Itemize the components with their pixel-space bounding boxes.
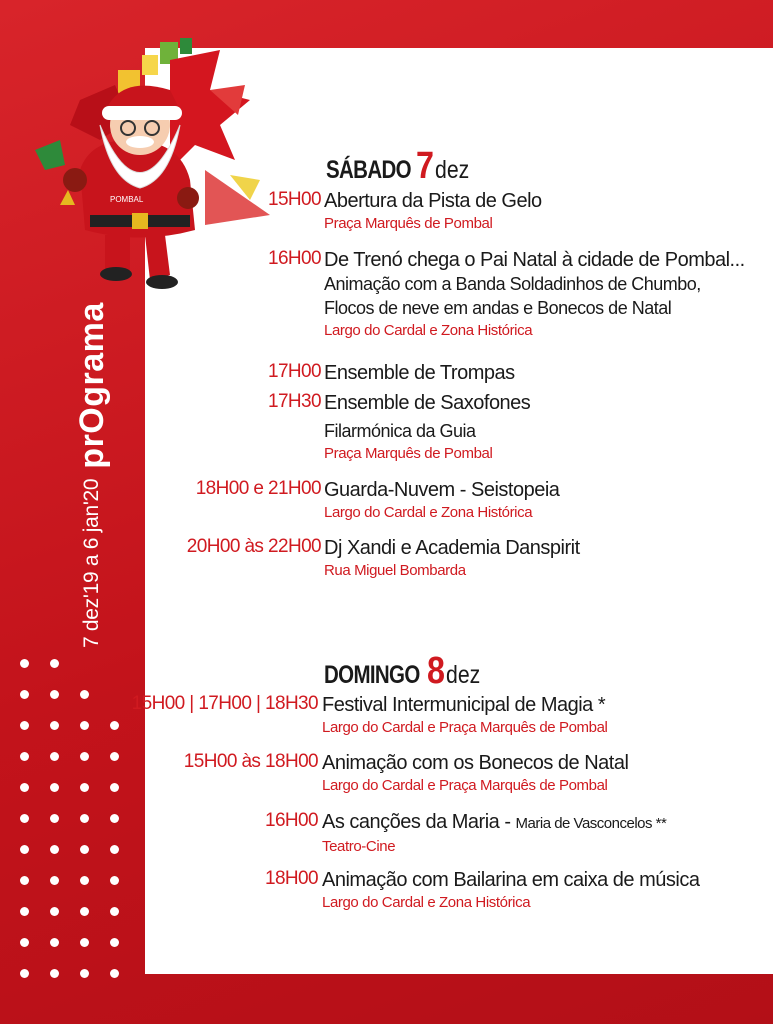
- event-place: Largo do Cardal e Zona Histórica: [322, 894, 531, 911]
- day2-heading: [324, 650, 486, 693]
- decorative-dot: [20, 845, 29, 854]
- decorative-dot: [50, 907, 59, 916]
- decorative-dot: [50, 876, 59, 885]
- decorative-dot: [20, 969, 29, 978]
- event-title: De Trenó chega o Pai Natal à cidade de Pombal...: [324, 249, 745, 271]
- event-title: Ensemble de Trompas: [324, 362, 515, 384]
- decorative-dot: [20, 752, 29, 761]
- decorative-dot: [50, 721, 59, 730]
- decorative-dot: [80, 969, 89, 978]
- day1-month: dez: [434, 156, 469, 184]
- decorative-dot: [110, 814, 119, 823]
- event-time: 16H00: [265, 810, 318, 831]
- event-title: Animação com os Bonecos de Natal: [322, 752, 629, 774]
- decorative-dot: [20, 907, 29, 916]
- event-title: Guarda-Nuvem - Seistopeia: [324, 479, 560, 501]
- decorative-dot: [80, 845, 89, 854]
- decorative-dot: [80, 783, 89, 792]
- event-title: Dj Xandi e Academia Danspirit: [324, 537, 580, 559]
- event-title-main: As canções da Maria -: [322, 811, 516, 833]
- decorative-dot: [20, 814, 29, 823]
- day1-number: 7: [415, 145, 434, 187]
- event-place: Rua Miguel Bombarda: [324, 562, 466, 579]
- decorative-dot: [20, 876, 29, 885]
- decorative-dot: [80, 721, 89, 730]
- event-place: Largo do Cardal e Zona Histórica: [324, 322, 533, 339]
- decorative-dot: [110, 845, 119, 854]
- event-title: Animação com Bailarina em caixa de música: [322, 869, 700, 891]
- decorative-dot: [80, 690, 89, 699]
- decorative-dot: [20, 938, 29, 947]
- decorative-dot: [50, 690, 59, 699]
- decorative-dot: [110, 969, 119, 978]
- decorative-dot: [110, 876, 119, 885]
- decorative-dot: [50, 814, 59, 823]
- event-place: Praça Marquês de Pombal: [324, 215, 493, 232]
- event-time: 18H00 e 21H00: [195, 478, 321, 499]
- decorative-dot: [80, 907, 89, 916]
- event-time: 17H00: [268, 361, 321, 382]
- event-place: Largo do Cardal e Praça Marquês de Pombal: [322, 777, 608, 794]
- event-title: Ensemble de Saxofones: [324, 392, 531, 414]
- decorative-dot: [20, 721, 29, 730]
- decorative-dot: [80, 814, 89, 823]
- event-subtitle: Animação com a Banda Soldadinhos de Chumbo,: [324, 274, 701, 294]
- event-place: Praça Marquês de Pombal: [324, 445, 493, 462]
- event-subtitle: Flocos de neve em andas e Bonecos de Natal: [324, 298, 672, 318]
- santa-belt-text: POMBAL: [110, 195, 144, 204]
- side-program-title: prOgrama: [72, 302, 111, 469]
- event-subtitle: Filarmónica da Guia: [324, 421, 476, 441]
- decorative-dot: [80, 876, 89, 885]
- event-time: 17H30: [268, 391, 321, 412]
- decorative-dot: [110, 907, 119, 916]
- decorative-dot: [110, 752, 119, 761]
- decorative-dot: [50, 938, 59, 947]
- event-title: [322, 810, 666, 836]
- decorative-dot: [80, 752, 89, 761]
- side-title: [62, 48, 122, 648]
- event-title: Abertura da Pista de Gelo: [324, 190, 542, 212]
- event-time: 15H00: [268, 189, 321, 210]
- santa-illustration: [20, 30, 280, 300]
- event-place: Largo do Cardal e Praça Marquês de Pombal: [322, 719, 608, 736]
- decorative-dot: [80, 938, 89, 947]
- decorative-dot: [50, 969, 59, 978]
- event-time: 18H00: [265, 868, 318, 889]
- event-title-performer: Maria de Vasconcelos **: [515, 815, 667, 832]
- event-place: Largo do Cardal e Zona Histórica: [324, 504, 533, 521]
- decorative-dot: [110, 721, 119, 730]
- event-time: 15H00 | 17H00 | 18H30: [131, 693, 318, 714]
- decorative-dot: [20, 690, 29, 699]
- decorative-dot: [50, 752, 59, 761]
- day1-name: SÁBADO: [326, 156, 411, 184]
- event-time: 16H00: [268, 248, 321, 269]
- day2-number: 8: [426, 650, 445, 692]
- decorative-dot: [110, 783, 119, 792]
- day1-heading: [326, 145, 475, 188]
- decorative-dot: [50, 783, 59, 792]
- decorative-dot: [50, 659, 59, 668]
- side-dates: 7 dez'19 a 6 jan'20: [80, 478, 103, 648]
- decorative-dot: [110, 938, 119, 947]
- decorative-dot: [20, 659, 29, 668]
- event-title: Festival Intermunicipal de Magia *: [322, 694, 606, 716]
- event-time: 15H00 às 18H00: [183, 751, 318, 772]
- day2-name: DOMINGO: [324, 661, 420, 689]
- decorative-dot: [20, 783, 29, 792]
- day2-month: dez: [445, 661, 481, 689]
- decorative-dot: [50, 845, 59, 854]
- event-time: 20H00 às 22H00: [186, 536, 321, 557]
- event-place: Teatro-Cine: [322, 838, 396, 855]
